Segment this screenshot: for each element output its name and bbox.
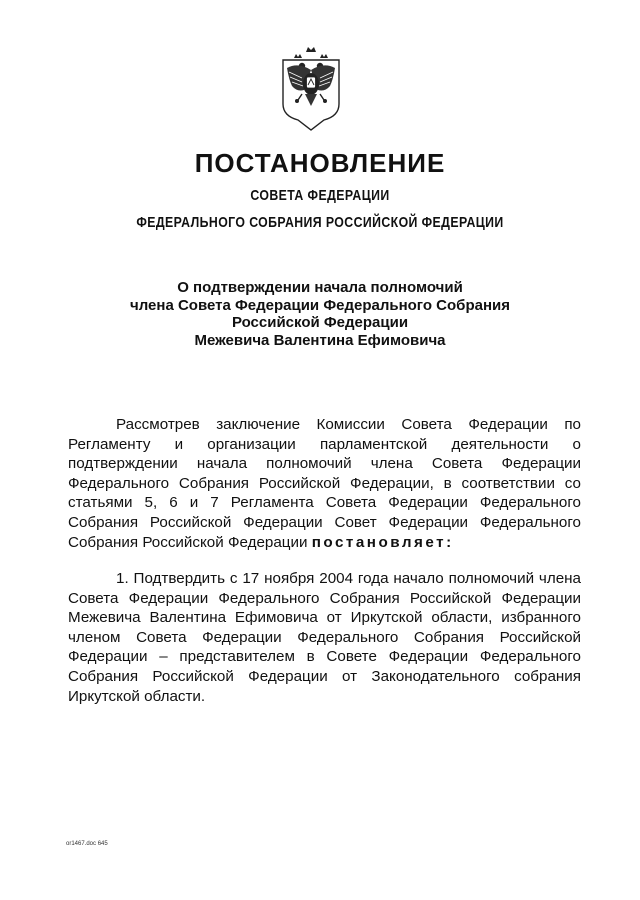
subject-line-2: члена Совета Федерации Федерального Собрания	[130, 296, 510, 314]
document-subject	[0, 279, 640, 349]
preamble-paragraph	[68, 415, 581, 552]
subject-line-1: О подтверждении начала полномочий	[177, 279, 463, 296]
resolution-item-1-text: 1. Подтвердить с 17 ноября 2004 года начало полномочий члена Совета Федерации Федерального Собрания Российской Федерации Межевича Валентина Ефимовича от Иркутской области, избранного членом Совета Федерации Федерального Собрания Российской Федерации – представителем в Совете Федерации Федерального Собрания Российской Федерации от Законодательного собрания Иркутской области.	[68, 570, 581, 705]
preamble-text: Рассмотрев заключение Комиссии Совета Федерации по Регламенту и организации парламентской деятельности о подтверждении начала полномочий члена Совета Федерации Федерального Собрания Российской Федерации, в соответствии со статьями 5, 6 и 7 Регламента Совета Федерации Федерального Собрания Российской Федерации Совет Федерации Федерального Собрания Российской Федерации	[68, 416, 581, 551]
resolution-item-1	[68, 569, 581, 706]
document-title: ПОСТАНОВЛЕНИЕ	[194, 148, 446, 178]
issuing-body-line-2: ФЕДЕРАЛЬНОГО СОБРАНИЯ РОССИЙСКОЙ ФЕДЕРАЦИИ	[136, 214, 504, 231]
issuing-body-line-1: СОВЕТА ФЕДЕРАЦИИ	[250, 187, 390, 204]
resolution-verb: постановляет:	[311, 533, 454, 551]
subject-line-3: Российской Федерации	[231, 314, 409, 331]
subject-line-4: Межевича Валентина Ефимовича	[194, 331, 446, 349]
russian-coat-of-arms-icon	[280, 44, 342, 132]
document-code: or1467.doc 645	[66, 841, 108, 847]
